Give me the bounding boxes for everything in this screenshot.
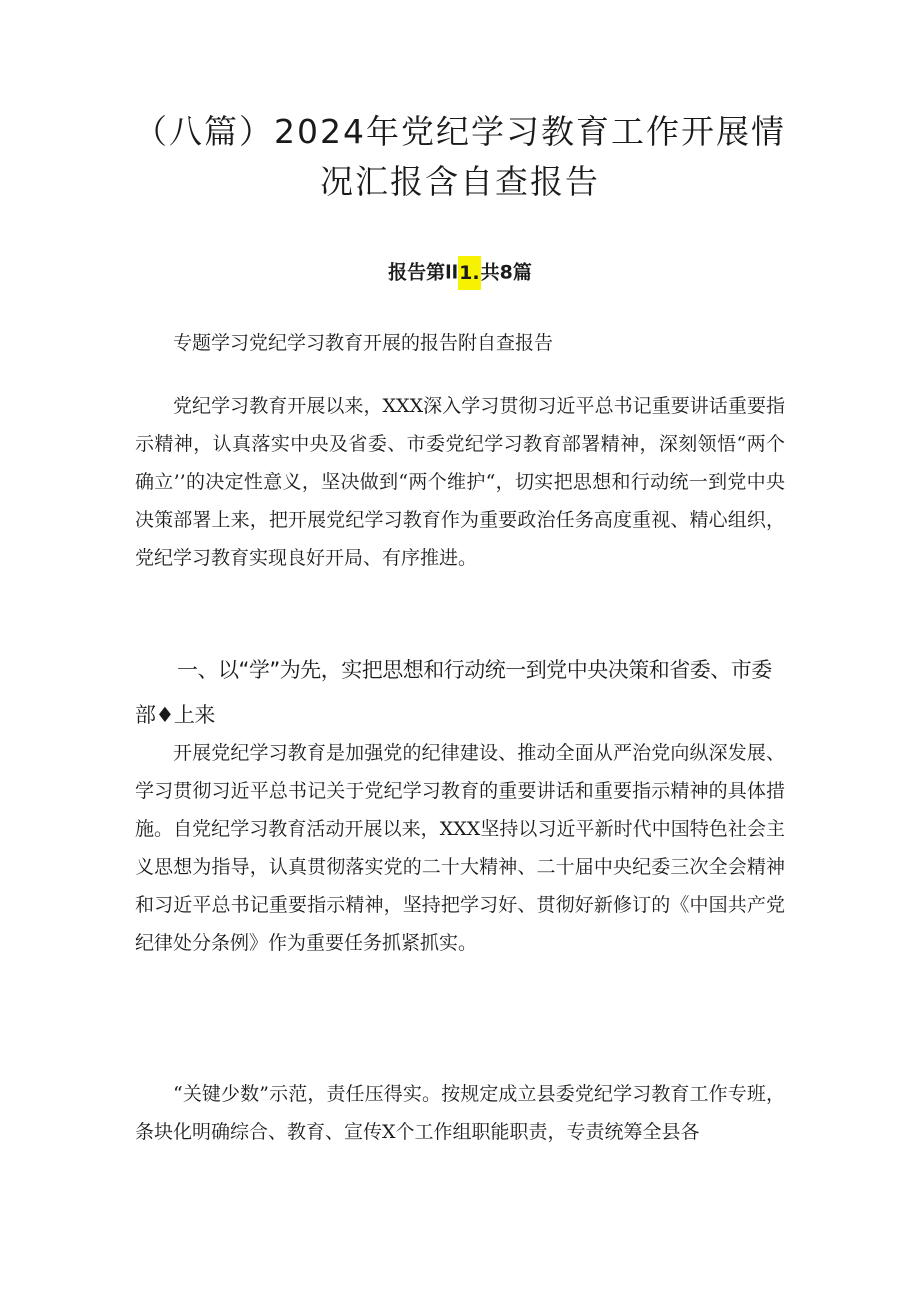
paragraph-3: “关键少数”示范，责任压得实。按规定成立县委党纪学习教育工作专班，条块化明确综合、教育、宣传X个工作组职能职责，专责统筹全县各 bbox=[135, 1083, 785, 1143]
intro-line: 专题学习党纪学习教育开展的报告附自查报告 bbox=[173, 332, 554, 354]
section-heading-1: 一、以“学”为先，实把思想和行动统一到党中央决策和省委、市委部♦上来 bbox=[135, 658, 772, 727]
subtitle-highlight: 1. bbox=[458, 256, 480, 290]
subtitle-prefix: 报告第 bbox=[388, 261, 446, 284]
subtitle-suffix: 共8篇 bbox=[480, 261, 532, 284]
document-title-line-1: （八篇）2024年党纪学习教育工作开展情 bbox=[134, 112, 786, 151]
report-subtitle bbox=[0, 256, 920, 290]
subtitle-marker: ll bbox=[445, 261, 459, 284]
paragraph-2: 开展党纪学习教育是加强党的纪律建设、推动全面从严治党向纵深发展、学习贯彻习近平总书记关于党纪学习教育的重要讲话和重要指示精神的具体措施。自党纪学习教育活动开展以来，XXX坚持以习近平新时代中国特色社会主义思想为指导，认真贯彻落实党的二十大精神、二十届中央纪委三次全会精神和习近平总书记重要指示精神，坚持把学习好、贯彻好新修订的《中国共产党纪律处分条例》作为重要任务抓紧抓实。 bbox=[135, 742, 785, 954]
paragraph-1: 党纪学习教育开展以来，XXX深入学习贯彻习近平总书记重要讲话重要指示精神，认真落实中央及省委、市委党纪学习教育部署精神，深刻领悟“两个确立’’的决定性意义，坚决做到“两个维护“，切实把思想和行动统一到党中央决策部署上来，把开展党纪学习教育作为重要政治任务高度重视、精心组织，党纪学习教育实现良好开局、有序推进。 bbox=[135, 395, 785, 569]
document-title-line-2: 况汇报含自查报告 bbox=[320, 162, 600, 201]
